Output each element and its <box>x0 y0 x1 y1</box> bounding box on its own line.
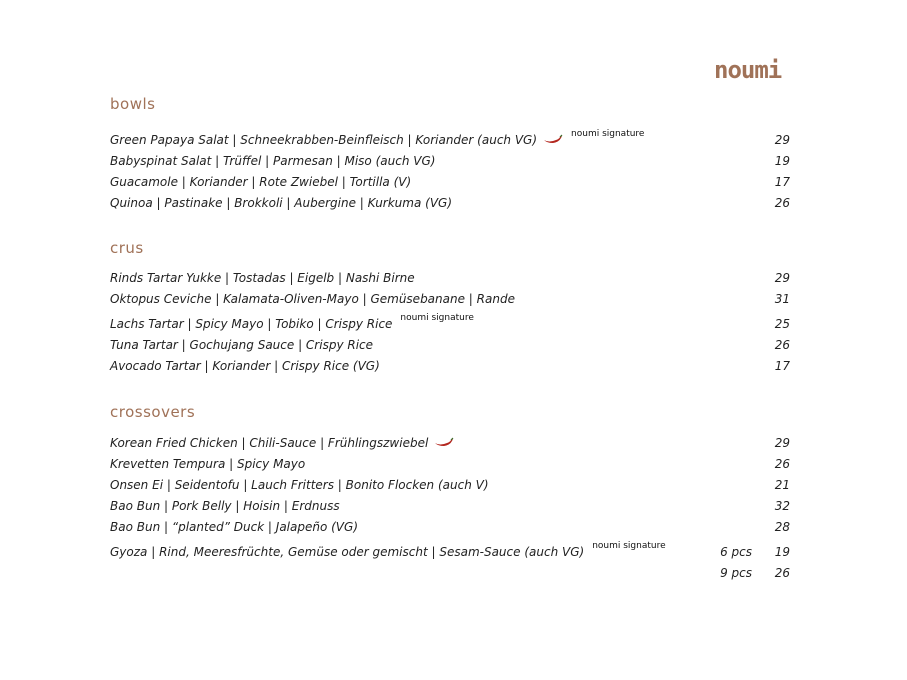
menu-item <box>110 356 790 377</box>
item-price: 28 <box>774 520 790 534</box>
item-name: Bao Bun | Pork Belly | Hoisin | Erdnuss <box>110 499 340 513</box>
item-price: 21 <box>774 478 790 492</box>
item-name: Avocado Tartar | Koriander | Crispy Rice (VG) <box>110 359 380 373</box>
item-name: Quinoa | Pastinake | Brokkoli | Aubergine | Kurkuma (VG) <box>110 196 453 210</box>
item-pieces: 6 pcs <box>720 545 752 559</box>
menu-item <box>110 517 790 538</box>
item-name: Gyoza | Rind, Meeresfrüchte, Gemüse oder gemischt | Sesam-Sauce (auch VG) <box>110 545 585 559</box>
item-name-wrap <box>110 313 474 331</box>
item-price: 19 <box>774 545 790 559</box>
menu-item <box>110 310 790 335</box>
menu-item <box>110 538 790 563</box>
item-name: Tuna Tartar | Gochujang Sauce | Crispy Rice <box>110 338 374 352</box>
item-name: Korean Fried Chicken | Chili-Sauce | Frühlingszwiebel <box>110 435 429 450</box>
item-price: 26 <box>774 196 790 210</box>
item-name-wrap <box>110 128 645 148</box>
menu-item <box>110 454 790 475</box>
chili-icon <box>543 133 563 147</box>
item-price: 26 <box>774 566 790 580</box>
chili-icon <box>434 436 454 450</box>
item-price: 26 <box>774 338 790 352</box>
section-bowls <box>110 126 790 214</box>
signature-badge: noumi signature <box>592 541 666 551</box>
menu-item <box>110 126 790 151</box>
signature-badge: noumi signature <box>400 313 474 323</box>
item-price: 26 <box>774 457 790 471</box>
section-title-bowls: bowls <box>110 95 156 113</box>
menu-item <box>110 335 790 356</box>
item-pieces: 9 pcs <box>720 566 752 580</box>
section-title-crossovers: crossovers <box>110 403 196 421</box>
section-title-crus: crus <box>110 239 144 257</box>
item-name: Krevetten Tempura | Spicy Mayo <box>110 457 306 471</box>
item-name: Lachs Tartar | Spicy Mayo | Tobiko | Crispy Rice <box>110 317 393 331</box>
item-name: Rinds Tartar Yukke | Tostadas | Eigelb | Nashi Birne <box>110 271 415 285</box>
item-price: 29 <box>774 271 790 285</box>
item-price: 32 <box>774 499 790 513</box>
menu-item <box>110 193 790 214</box>
item-price: 29 <box>774 436 790 450</box>
signature-badge: noumi signature <box>571 128 645 139</box>
menu-item <box>110 151 790 172</box>
section-crus <box>110 268 790 377</box>
item-price: 17 <box>774 175 790 189</box>
item-name: Onsen Ei | Seidentofu | Lauch Fritters | Bonito Flocken (auch V) <box>110 478 489 492</box>
item-name-wrap <box>110 541 666 559</box>
menu-item <box>110 475 790 496</box>
item-name: Oktopus Ceviche | Kalamata-Oliven-Mayo | Gemüsebanane | Rande <box>110 292 515 306</box>
item-price: 19 <box>774 154 790 168</box>
item-name: Bao Bun | “planted” Duck | Jalapeño (VG) <box>110 520 358 534</box>
menu-item <box>110 563 790 584</box>
item-price: 17 <box>774 359 790 373</box>
menu-item <box>110 289 790 310</box>
menu-item <box>110 268 790 289</box>
item-price: 31 <box>774 292 790 306</box>
item-name-wrap <box>110 436 454 451</box>
item-name: Green Papaya Salat | Schneekrabben-Beinfleisch | Koriander (auch VG) <box>110 132 538 147</box>
brand-logo: noumi <box>714 56 782 84</box>
item-name: Babyspinat Salat | Trüffel | Parmesan | Miso (auch VG) <box>110 154 436 168</box>
item-price: 25 <box>774 317 790 331</box>
menu-item <box>110 496 790 517</box>
menu-item <box>110 433 790 454</box>
section-crossovers <box>110 433 790 584</box>
menu-item <box>110 172 790 193</box>
item-name: Guacamole | Koriander | Rote Zwiebel | Tortilla (V) <box>110 175 412 189</box>
item-price: 29 <box>774 133 790 147</box>
